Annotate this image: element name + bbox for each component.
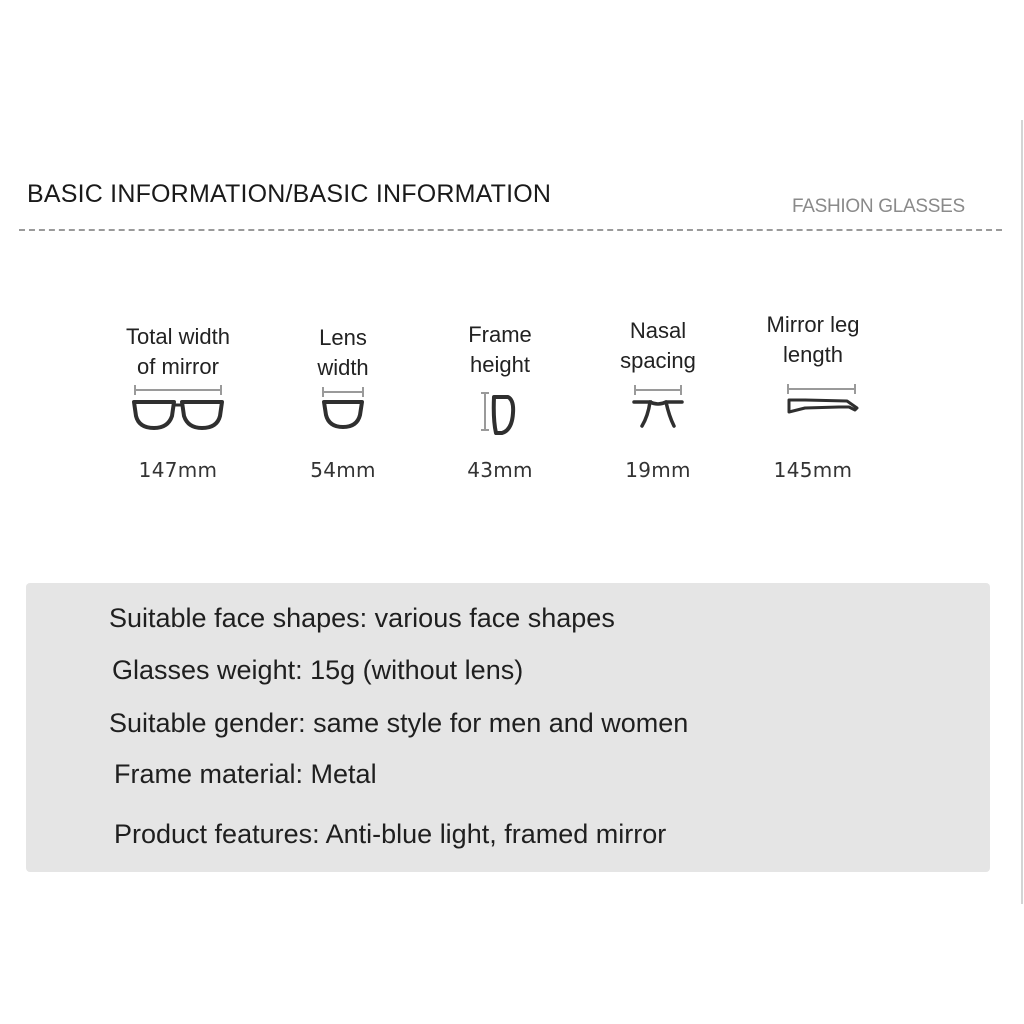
measure-value: 54mm	[310, 458, 376, 482]
temple-arm-icon	[743, 380, 883, 450]
right-edge-rule	[1021, 120, 1023, 904]
measure-label	[108, 322, 248, 382]
measure-value: 43mm	[467, 458, 533, 482]
measure-label-line1: Frame	[468, 322, 532, 347]
measure-value: 19mm	[625, 458, 691, 482]
measure-label	[430, 320, 570, 380]
info-frame-material: Frame material: Metal	[114, 759, 377, 789]
dashed-divider	[19, 229, 1002, 231]
nose-bridge-icon	[588, 380, 728, 450]
measure-label-line1: Mirror leg	[766, 312, 860, 337]
measure-label-line1: Lens	[319, 325, 367, 350]
frame-side-icon	[430, 380, 570, 450]
measure-label-line2: of mirror	[137, 354, 219, 379]
measure-total-width	[108, 320, 248, 490]
measure-value: 145mm	[773, 458, 853, 482]
measure-label-line1: Nasal	[629, 318, 687, 343]
measure-lens-width	[273, 320, 413, 490]
measure-label	[588, 316, 728, 376]
measure-label-line2: length	[783, 342, 843, 367]
glasses-front-icon	[108, 380, 248, 450]
measure-label-line2: height	[470, 352, 530, 377]
section-title: BASIC INFORMATION/BASIC INFORMATION	[27, 180, 552, 208]
measure-leg-length	[743, 312, 883, 490]
info-product-features: Product features: Anti-blue light, framed mirror	[114, 819, 667, 849]
measure-label-line2: spacing	[620, 348, 696, 373]
measure-label	[743, 310, 883, 370]
info-glasses-weight: Glasses weight: 15g (without lens)	[112, 655, 524, 685]
measure-nasal-spacing	[588, 320, 728, 490]
info-face-shapes: Suitable face shapes: various face shapes	[109, 603, 615, 633]
info-suitable-gender: Suitable gender: same style for men and women	[109, 708, 689, 738]
measure-value: 147mm	[138, 458, 218, 482]
measure-label-line1: Total width	[126, 324, 230, 349]
measure-frame-height	[430, 320, 570, 490]
measure-label	[273, 323, 413, 383]
single-lens-icon	[273, 380, 413, 450]
brand-tag: FASHION GLASSES	[792, 196, 965, 217]
measure-label-line2: width	[317, 355, 369, 380]
